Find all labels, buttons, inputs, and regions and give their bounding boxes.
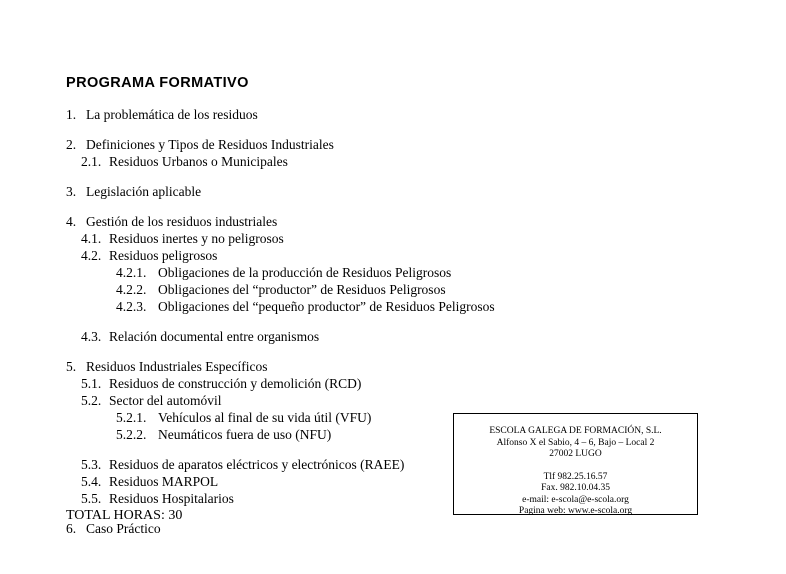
- organization-address: Alfonso X el Sabio, 4 – 6, Bajo – Local 2: [496, 437, 655, 448]
- organization-name: ESCOLA GALEGA DE FORMACIÓN, S.L.: [489, 426, 662, 436]
- outline-item-label: Relación documental entre organismos: [109, 329, 320, 344]
- outline-item-number: 6.: [66, 521, 77, 536]
- outline-item: [116, 298, 495, 315]
- outline-item-label: Legislación aplicable: [86, 184, 202, 199]
- outline-item-number: 5.1.: [81, 376, 102, 391]
- outline-gap: [66, 200, 486, 213]
- outline-item: [81, 392, 486, 409]
- outline-item-number: 4.: [66, 214, 77, 229]
- outline-item-number: 5.2.1.: [116, 410, 147, 425]
- outline-item-label: Obligaciones del “productor” de Residuos Peligrosos: [158, 282, 446, 297]
- page-title: PROGRAMA FORMATIVO: [66, 75, 249, 91]
- outline-item-number: 5.2.2.: [116, 427, 147, 442]
- outline-item: [81, 473, 486, 490]
- outline-item-label: Obligaciones de la producción de Residuos Peligrosos: [158, 265, 452, 280]
- outline-item-label: La problemática de los residuos: [86, 107, 258, 122]
- outline-item-number: 4.2.3.: [116, 299, 147, 314]
- outline-item-label: Obligaciones del “pequeño productor” de Residuos Peligrosos: [158, 299, 495, 314]
- outline-item-label: Caso Práctico: [86, 521, 161, 536]
- outline-item-label: Vehículos al final de su vida útil (VFU): [158, 410, 372, 425]
- outline-item-label: Residuos de aparatos eléctricos y electrónicos (RAEE): [109, 457, 405, 472]
- outline-item-number: 4.2.1.: [116, 265, 147, 280]
- organization-fax: Fax. 982.10.04.35: [541, 483, 610, 493]
- outline-item-number: 4.3.: [81, 329, 102, 344]
- outline-item-label: Neumáticos fuera de uso (NFU): [158, 427, 332, 442]
- outline-item-label: Residuos Hospitalarios: [109, 491, 234, 506]
- outline-item-label: Gestión de los residuos industriales: [86, 214, 278, 229]
- organization-website: Pagina web: www.e-scola.org: [518, 506, 633, 516]
- contact-info-box: [453, 413, 698, 515]
- outline-item: [81, 230, 486, 247]
- outline-gap: [66, 170, 486, 183]
- outline-item: [81, 328, 486, 345]
- outline-item-label: Definiciones y Tipos de Residuos Industriales: [86, 137, 334, 152]
- outline-item-number: 5.4.: [81, 474, 102, 489]
- organization-email: e-mail: e-scola@e-scola.org: [522, 494, 629, 505]
- outline-item: [81, 153, 486, 170]
- outline-item-number: 5.: [66, 359, 77, 374]
- outline-item: [66, 106, 486, 123]
- outline-item-label: Residuos peligrosos: [109, 248, 218, 263]
- program-outline: [66, 106, 495, 537]
- organization-phone: Tlf 982.25.16.57: [543, 471, 608, 482]
- outline-item: [81, 490, 486, 507]
- outline-gap: [66, 443, 486, 456]
- organization-city: 27002 LUGO: [549, 449, 602, 459]
- outline-item: [66, 136, 486, 153]
- total-hours-label: TOTAL HORAS: 30: [66, 508, 183, 523]
- outline-item: [116, 426, 486, 443]
- outline-gap: [66, 123, 486, 136]
- outline-item-number: 2.: [66, 137, 77, 152]
- outline-item-label: Residuos de construcción y demolición (RCD): [109, 376, 362, 391]
- outline-gap: [66, 315, 486, 328]
- outline-item: [81, 375, 486, 392]
- outline-item-number: 5.2.: [81, 393, 102, 408]
- outline-item-label: Residuos Urbanos o Municipales: [109, 154, 288, 169]
- outline-item-number: 3.: [66, 184, 77, 199]
- outline-item-number: 5.5.: [81, 491, 102, 506]
- outline-item-number: 4.2.2.: [116, 282, 147, 297]
- outline-item: [116, 409, 486, 426]
- outline-item-label: Sector del automóvil: [109, 393, 222, 408]
- outline-item: [81, 247, 486, 264]
- info-box-spacer: [454, 461, 697, 472]
- outline-item: [66, 358, 486, 375]
- outline-item: [66, 183, 486, 200]
- outline-gap: [66, 345, 486, 358]
- outline-item-number: 2.1.: [81, 154, 102, 169]
- outline-item: [66, 213, 486, 230]
- outline-item: [81, 456, 486, 473]
- outline-item: [116, 264, 486, 281]
- outline-item-number: 1.: [66, 107, 77, 122]
- outline-item-number: 4.2.: [81, 248, 102, 263]
- outline-item-label: Residuos inertes y no peligrosos: [109, 231, 284, 246]
- outline-item-number: 5.3.: [81, 457, 102, 472]
- outline-item-number: 4.1.: [81, 231, 102, 246]
- outline-item: [116, 281, 486, 298]
- outline-item-label: Residuos MARPOL: [109, 474, 219, 489]
- outline-item-label: Residuos Industriales Específicos: [86, 359, 268, 374]
